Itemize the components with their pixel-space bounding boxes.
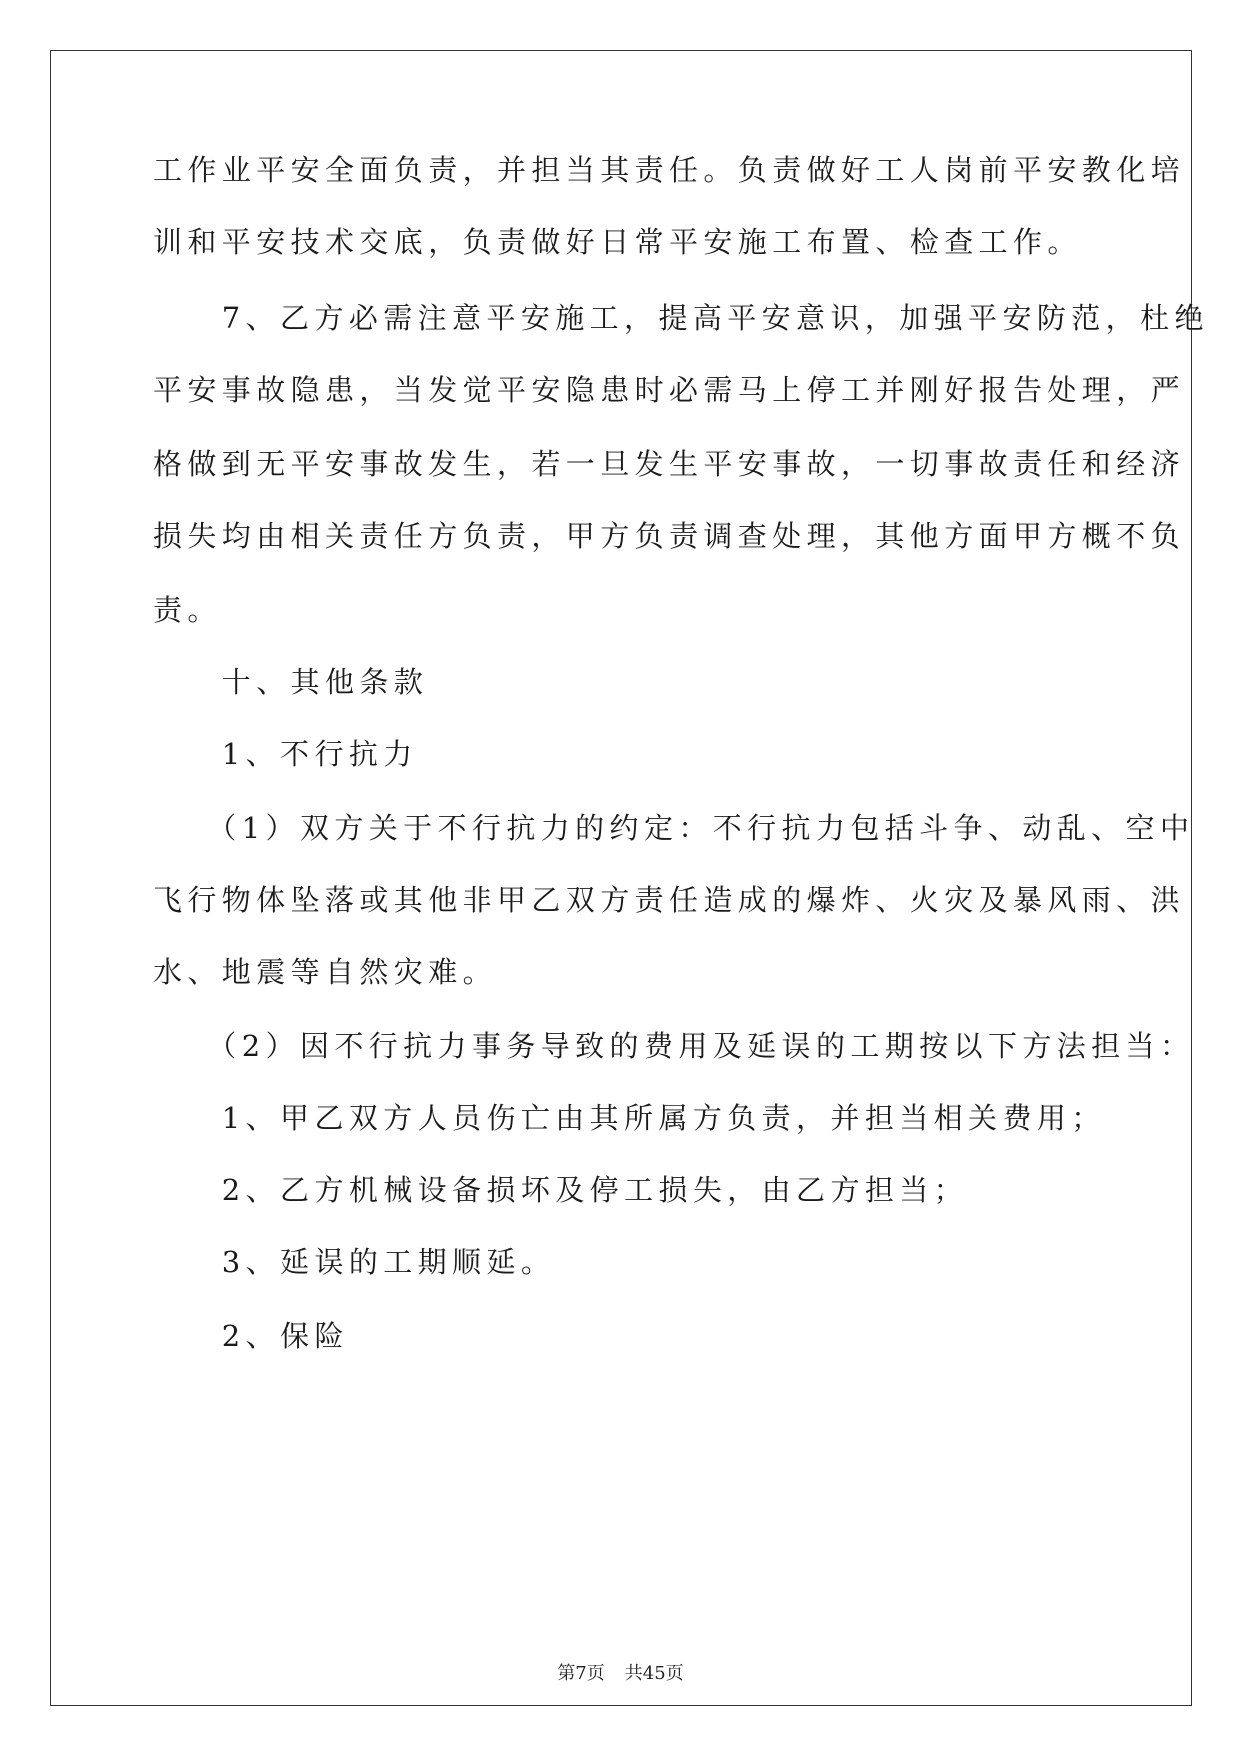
body-line: 格做到无平安事故发生，若一旦发生平安事故，一切事故责任和经济 (153, 447, 1186, 481)
body-line: 7、乙方必需注意平安施工，提高平安意识，加强平安防范，杜绝 (153, 301, 1209, 335)
body-line: 飞行物体坠落或其他非甲乙双方责任造成的爆炸、火灾及暴风雨、洪 (153, 883, 1186, 917)
body-line: 责。 (153, 593, 222, 627)
page-number: 第7页 (557, 1663, 605, 1684)
body-line: 水、地震等自然灾难。 (153, 955, 498, 989)
section-heading: 十、其他条款 (153, 665, 429, 699)
page-footer (0, 1662, 1241, 1686)
subsection-heading: 1、不行抗力 (153, 737, 418, 771)
list-item: 1、甲乙双方人员伤亡由其所属方负责，并担当相关费用； (153, 1101, 1106, 1135)
body-line: 工作业平安全面负责，并担当其责任。负责做好工人岗前平安教化培 (153, 153, 1186, 187)
body-line: 损失均由相关责任方负责，甲方负责调查处理，其他方面甲方概不负 (153, 519, 1186, 553)
body-line: 训和平安技术交底，负责做好日常平安施工布置、检查工作。 (153, 225, 1082, 259)
body-line: （2）因不行抗力事务导致的费用及延误的工期按以下方法担当： (153, 1029, 1195, 1063)
body-line: （1）双方关于不行抗力的约定：不行抗力包括斗争、动乱、空中 (153, 811, 1195, 845)
list-item: 2、乙方机械设备损坏及停工损失，由乙方担当； (153, 1173, 969, 1207)
list-item: 3、延误的工期顺延。 (153, 1245, 556, 1279)
body-line: 平安事故隐患，当发觉平安隐患时必需马上停工并刚好报告处理，严 (153, 373, 1186, 407)
page-total: 共45页 (624, 1663, 684, 1684)
subsection-heading: 2、保险 (153, 1319, 349, 1353)
